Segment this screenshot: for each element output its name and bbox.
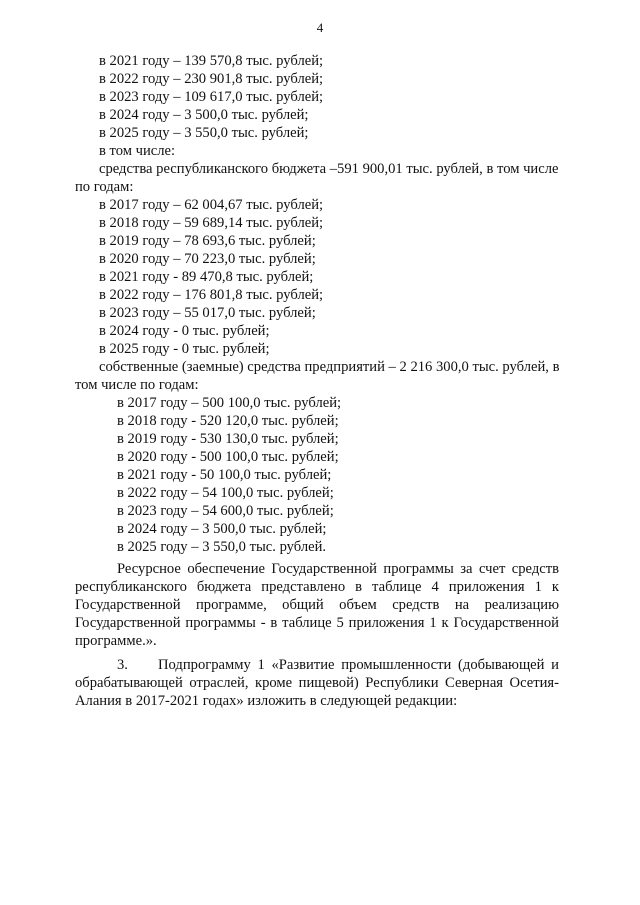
- enterprise-year-2021: в 2021 году - 50 100,0 тыс. рублей;: [117, 467, 332, 483]
- enterprise-year-2024: в 2024 году – 3 500,0 тыс. рублей;: [117, 521, 327, 537]
- enterprise-funds-intro-cont: том числе по годам:: [75, 377, 199, 393]
- total-year-2024: в 2024 году – 3 500,0 тыс. рублей;: [99, 107, 309, 123]
- resource-paragraph-line4: Государственной программы - в таблице 5 приложения 1 к Государственной: [75, 615, 559, 631]
- republican-budget-intro-cont: по годам:: [75, 179, 134, 195]
- resource-paragraph-line1: Ресурсное обеспечение Государственной программы за счет средств: [117, 561, 559, 577]
- page-number: 4: [316, 20, 324, 35]
- enterprise-year-2025: в 2025 году – 3 550,0 тыс. рублей.: [117, 539, 327, 555]
- enterprise-year-2017: в 2017 году – 500 100,0 тыс. рублей;: [117, 395, 342, 411]
- republican-year-2017: в 2017 году – 62 004,67 тыс. рублей;: [99, 197, 324, 213]
- republican-year-2021: в 2021 году - 89 470,8 тыс. рублей;: [99, 269, 314, 285]
- republican-year-2023: в 2023 году – 55 017,0 тыс. рублей;: [99, 305, 316, 321]
- republican-year-2020: в 2020 году – 70 223,0 тыс. рублей;: [99, 251, 316, 267]
- item3-line1: Подпрограмму 1 «Развитие промышленности (добывающей и: [158, 657, 559, 673]
- republican-year-2019: в 2019 году – 78 693,6 тыс. рублей;: [99, 233, 316, 249]
- total-year-2023: в 2023 году – 109 617,0 тыс. рублей;: [99, 89, 324, 105]
- total-year-2025: в 2025 году – 3 550,0 тыс. рублей;: [99, 125, 309, 141]
- enterprise-year-2020: в 2020 году - 500 100,0 тыс. рублей;: [117, 449, 339, 465]
- republican-budget-intro: средства республиканского бюджета –591 900,01 тыс. рублей, в том числе: [99, 161, 559, 177]
- republican-year-2018: в 2018 году – 59 689,14 тыс. рублей;: [99, 215, 324, 231]
- enterprise-year-2023: в 2023 году – 54 600,0 тыс. рублей;: [117, 503, 334, 519]
- enterprise-year-2019: в 2019 году - 530 130,0 тыс. рублей;: [117, 431, 339, 447]
- enterprise-funds-intro: собственные (заемные) средства предприятий – 2 216 300,0 тыс. рублей, в: [99, 359, 560, 375]
- enterprise-year-2018: в 2018 году - 520 120,0 тыс. рублей;: [117, 413, 339, 429]
- item3-number: 3.: [117, 657, 128, 673]
- republican-year-2022: в 2022 году – 176 801,8 тыс. рублей;: [99, 287, 324, 303]
- total-year-2021: в 2021 году – 139 570,8 тыс. рублей;: [99, 53, 324, 69]
- total-year-2022: в 2022 году – 230 901,8 тыс. рублей;: [99, 71, 324, 87]
- resource-paragraph-line2: республиканского бюджета представлено в таблице 4 приложения 1 к: [75, 579, 559, 595]
- resource-paragraph-line5: программе.».: [75, 633, 157, 649]
- resource-paragraph-line3: Государственной программе, общий объем средств на реализацию: [75, 597, 559, 613]
- item3-line2: обрабатывающей отраслей, кроме пищевой) Республики Северная Осетия-: [75, 675, 559, 691]
- item3-line3: Алания в 2017-2021 годах» изложить в следующей редакции:: [75, 693, 458, 709]
- republican-year-2025: в 2025 году - 0 тыс. рублей;: [99, 341, 270, 357]
- republican-year-2024: в 2024 году - 0 тыс. рублей;: [99, 323, 270, 339]
- including-label: в том числе:: [99, 143, 176, 159]
- enterprise-year-2022: в 2022 году – 54 100,0 тыс. рублей;: [117, 485, 334, 501]
